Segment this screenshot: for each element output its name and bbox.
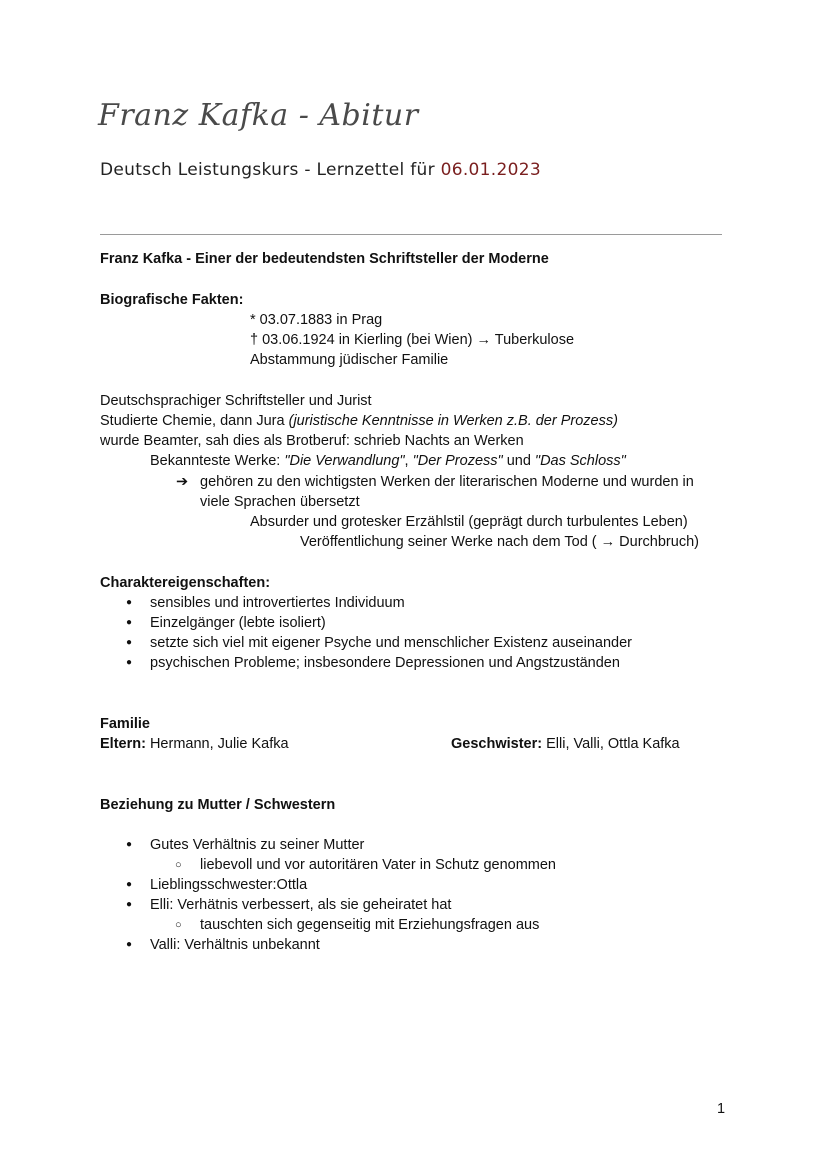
family-label: Familie [100,716,150,732]
page-number: 1 [717,1101,726,1117]
bullet-icon: ● [126,899,133,910]
sub-bullet-icon: ○ [175,859,182,871]
work-schloss: "Das Schloss" [534,453,626,469]
siblings-label: Geschwister: [451,736,543,752]
page-title: Franz Kafka - Abitur [98,98,419,133]
bio-death: † 03.06.1924 in Kierling (bei Wien) → Tuberkulose [250,332,575,348]
relation-item: Elli: Verhätnis verbessert, als sie geheiratet hat [150,897,452,913]
bio-birth: * 03.07.1883 in Prag [250,312,383,328]
famous-works [150,452,626,470]
bio-label: Biografische Fakten: [100,292,244,308]
bullet-icon: ● [126,839,133,850]
bullet-icon: ● [126,637,133,648]
sub-bullet-icon: ○ [175,919,182,931]
relation-sub-item: liebevoll und vor autoritären Vater in Schutz genommen [200,857,556,873]
career-line-2 [100,412,618,430]
family-parents [100,735,289,753]
siblings-names: Elli, Valli, Ottla Kafka [542,736,680,752]
bullet-icon: ● [126,879,133,890]
trait-item: psychischen Probleme; insbesondere Depressionen und Angstzuständen [150,655,620,671]
relation-sub-item: tauschten sich gegenseitig mit Erziehungsfragen aus [200,917,540,933]
subtitle-date: 06.01.2023 [440,160,541,180]
famous-works-label: Bekannteste Werke: [150,453,285,469]
bullet-icon: ● [126,597,133,608]
works-note-line-1: gehören zu den wichtigsten Werken der literarischen Moderne und wurden in [200,474,694,490]
works-separator-1: , [404,453,413,469]
career-line-1: Deutschsprachiger Schriftsteller und Jurist [100,393,372,409]
arrow-right-icon: ➔ [176,474,189,490]
work-prozess: "Der Prozess" [412,453,503,469]
traits-label: Charaktereigenschaften: [100,575,271,591]
relations-label: Beziehung zu Mutter / Schwestern [100,797,336,813]
writing-style: Absurder und grotesker Erzählstil (geprägt durch turbulentes Leben) [250,514,688,530]
parents-names: Hermann, Julie Kafka [145,736,289,752]
career-line-2-text: Studierte Chemie, dann Jura [100,413,289,429]
bullet-icon: ● [126,939,133,950]
trait-item: setzte sich viel mit eigener Psyche und menschlicher Existenz auseinander [150,635,632,651]
relation-item: Lieblingsschwester:Ottla [150,877,308,893]
subtitle-text: Deutsch Leistungskurs - Lernzettel für [100,160,435,180]
parents-label: Eltern: [100,736,146,752]
work-verwandlung: "Die Verwandlung" [284,453,405,469]
bullet-icon: ● [126,617,133,628]
relation-item: Valli: Verhältnis unbekannt [150,937,320,953]
works-note-line-2: viele Sprachen übersetzt [200,494,360,510]
career-line-2-italic: (juristische Kenntnisse in Werken z.B. der Prozess) [288,413,618,429]
trait-item: sensibles und introvertiertes Individuum [150,595,405,611]
bio-origin: Abstammung jüdischer Familie [250,352,449,368]
publication-note: Veröffentlichung seiner Werke nach dem Tod ( → Durchbruch) [300,534,699,550]
horizontal-divider [100,234,722,235]
career-line-3: wurde Beamter, sah dies als Brotberuf: schrieb Nachts an Werken [100,433,524,449]
trait-item: Einzelgänger (lebte isoliert) [150,615,326,631]
bullet-icon: ● [126,657,133,668]
relation-item: Gutes Verhältnis zu seiner Mutter [150,837,365,853]
page-subtitle [100,158,541,182]
works-separator-2: und [502,453,535,469]
family-siblings [451,735,680,753]
main-heading: Franz Kafka - Einer der bedeutendsten Schriftsteller der Moderne [100,251,549,267]
